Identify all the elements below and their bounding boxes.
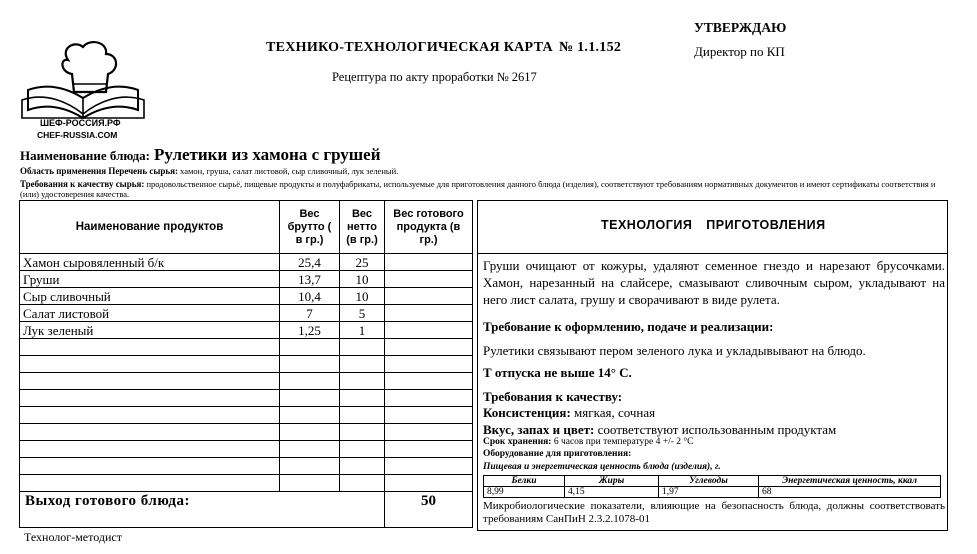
empty-cell — [385, 475, 473, 492]
empty-cell — [385, 356, 473, 373]
consistency-label: Консистенция: — [483, 405, 571, 420]
equipment-label: Оборудование для приготовления: — [483, 449, 632, 459]
nutrition-header-energy: Энергетическая ценность, ккал — [759, 476, 941, 487]
nutrition-header-fat: Жиры — [565, 476, 659, 487]
nutrition-carbs: 1,97 — [659, 487, 759, 498]
nutrition-header-protein: Белки — [484, 476, 565, 487]
nutrition-table — [483, 475, 941, 498]
serving-text: Рулетики связывают пером зеленого лука и укладывывают на блюдо. — [483, 343, 866, 358]
empty-cell — [280, 390, 340, 407]
temperature: Т отпуска не выше 14° С. — [483, 365, 632, 380]
director-label: Директор по КП — [694, 44, 785, 59]
empty-cell — [340, 475, 385, 492]
empty-row — [20, 373, 473, 390]
gross-weight: 7 — [280, 305, 340, 322]
gross-weight: 13,7 — [280, 271, 340, 288]
micro-text: Микробиологические показатели, влияющие на безопасность блюда, должны соответствовать требованиям СанПиН 2.3.2.1078-01 — [483, 500, 945, 525]
yield-label: Выход готового блюда: — [20, 492, 385, 528]
nutrition-fat: 4,15 — [565, 487, 659, 498]
header-product-name: Наименование продуктов — [20, 201, 280, 254]
nutrition-header-row — [484, 476, 941, 487]
empty-cell — [385, 424, 473, 441]
products-table — [19, 200, 473, 528]
storage-value: 6 часов при температуре 4 +/- 2 °С — [553, 437, 694, 447]
empty-cell — [385, 373, 473, 390]
chef-hat-book-icon — [20, 38, 146, 144]
empty-cell — [20, 407, 280, 424]
card-number: № 1.1.152 — [558, 40, 622, 55]
nutrition-value-row — [484, 487, 941, 498]
empty-cell — [20, 424, 280, 441]
recipe-subtitle: Рецептура по акту проработки № 2617 — [332, 70, 537, 84]
table-row — [20, 322, 473, 339]
ingredients-list-label: Перечень сырья: — [108, 166, 179, 176]
document-title — [266, 40, 621, 56]
empty-row — [20, 458, 473, 475]
empty-row — [20, 475, 473, 492]
scope-label: Область применения — [20, 166, 107, 176]
empty-row — [20, 441, 473, 458]
empty-cell — [385, 390, 473, 407]
empty-cell — [280, 424, 340, 441]
product-name: Груши — [20, 271, 280, 288]
table-row — [20, 288, 473, 305]
nutrition-title: Пищевая и энергетическая ценность блюда (изделия), г. — [483, 462, 721, 472]
yield-value: 50 — [385, 492, 473, 528]
empty-cell — [280, 441, 340, 458]
empty-cell — [280, 373, 340, 390]
serving-title: Требование к оформлению, подаче и реализации: — [483, 319, 774, 334]
empty-cell — [20, 356, 280, 373]
empty-row — [20, 356, 473, 373]
empty-cell — [340, 407, 385, 424]
dish-line — [20, 145, 381, 165]
quality-requirements-text: продовольственное сырьё, пищевые продукты и полуфабрикаты, используемые для приготовления данного блюда (изделия), соответствуют требованиям нормативных документов и имеют сертификаты соответствия и (или) удостоверения качества. — [20, 179, 936, 199]
table-row — [20, 254, 473, 271]
empty-cell — [340, 356, 385, 373]
net-weight: 5 — [340, 305, 385, 322]
title-text: ТЕХНИКО-ТЕХНОЛОГИЧЕСКАЯ КАРТА — [266, 40, 553, 55]
gross-weight: 1,25 — [280, 322, 340, 339]
dish-label: Наименование блюда: — [20, 148, 150, 163]
header-final: Вес готового продукта (в гр.) — [385, 201, 473, 254]
technologist-label: Технолог-методист — [24, 530, 122, 544]
dish-name: Рулетики из хамона с грушей — [153, 145, 381, 164]
empty-row — [20, 424, 473, 441]
consistency-value: мягкая, сочная — [574, 405, 656, 420]
table-row — [20, 271, 473, 288]
header-net: Вес нетто (в гр.) — [340, 201, 385, 254]
empty-cell — [20, 373, 280, 390]
product-name: Салат листовой — [20, 305, 280, 322]
quality-requirements-label: Требования к качеству сырья: — [20, 179, 145, 189]
empty-cell — [340, 373, 385, 390]
empty-cell — [340, 424, 385, 441]
empty-cell — [385, 407, 473, 424]
net-weight: 10 — [340, 271, 385, 288]
final-weight — [385, 271, 473, 288]
ingredients-list: хамон, груша, салат листовой, сыр сливочный, лук зеленый. — [180, 166, 399, 176]
empty-cell — [385, 441, 473, 458]
quality-title: Требования к качеству: — [483, 389, 623, 404]
final-weight — [385, 288, 473, 305]
nutrition-header-carbs: Углеводы — [659, 476, 759, 487]
net-weight: 25 — [340, 254, 385, 271]
taste-value: соответствуют использованным продуктам — [597, 422, 837, 437]
empty-cell — [280, 339, 340, 356]
final-weight — [385, 322, 473, 339]
net-weight: 10 — [340, 288, 385, 305]
empty-cell — [20, 390, 280, 407]
technology-title: ТЕХНОЛОГИЯ ПРИГОТОВЛЕНИЯ — [478, 201, 947, 254]
empty-cell — [340, 458, 385, 475]
final-weight — [385, 254, 473, 271]
product-name: Хамон сыровяленный б/к — [20, 254, 280, 271]
technology-panel — [477, 200, 948, 531]
logo-text-ru: ШЕФ-РОССИЯ.РФ — [40, 118, 121, 128]
scope-line — [20, 166, 950, 176]
empty-cell — [280, 458, 340, 475]
product-name: Лук зеленый — [20, 322, 280, 339]
quality-requirements — [20, 179, 950, 199]
nutrition-energy: 68 — [759, 487, 941, 498]
empty-row — [20, 390, 473, 407]
product-name: Сыр сливочный — [20, 288, 280, 305]
gross-weight: 25,4 — [280, 254, 340, 271]
net-weight: 1 — [340, 322, 385, 339]
header-gross: Вес брутто ( в гр.) — [280, 201, 340, 254]
approve-label: УТВЕРЖДАЮ — [694, 20, 787, 35]
equipment-line — [483, 449, 631, 460]
empty-cell — [340, 390, 385, 407]
process-text: Груши очищают от кожуры, удаляют семенное гнездо и нарезают брусочками. Хамон, нарезанный на слайсере, смазывают сливочным сыром, укладывают на него лист салата, грушу и сворачивают в виде рулета. — [483, 258, 945, 307]
gross-weight: 10,4 — [280, 288, 340, 305]
table-row — [20, 305, 473, 322]
final-weight — [385, 305, 473, 322]
logo-text-en: CHEF-RUSSIA.COM — [37, 130, 118, 140]
yield-row — [20, 492, 473, 528]
empty-cell — [385, 339, 473, 356]
consistency-line — [483, 404, 945, 421]
empty-cell — [20, 339, 280, 356]
taste-line — [483, 421, 945, 438]
nutrition-protein: 8,99 — [484, 487, 565, 498]
empty-cell — [280, 407, 340, 424]
storage-label: Срок хранения: — [483, 437, 552, 447]
empty-cell — [280, 475, 340, 492]
empty-cell — [340, 339, 385, 356]
empty-row — [20, 407, 473, 424]
empty-cell — [340, 441, 385, 458]
empty-cell — [20, 475, 280, 492]
empty-row — [20, 339, 473, 356]
taste-label: Вкус, запах и цвет: — [483, 422, 595, 437]
empty-cell — [385, 458, 473, 475]
empty-cell — [20, 441, 280, 458]
empty-cell — [20, 458, 280, 475]
empty-cell — [280, 356, 340, 373]
storage-line — [483, 437, 694, 448]
